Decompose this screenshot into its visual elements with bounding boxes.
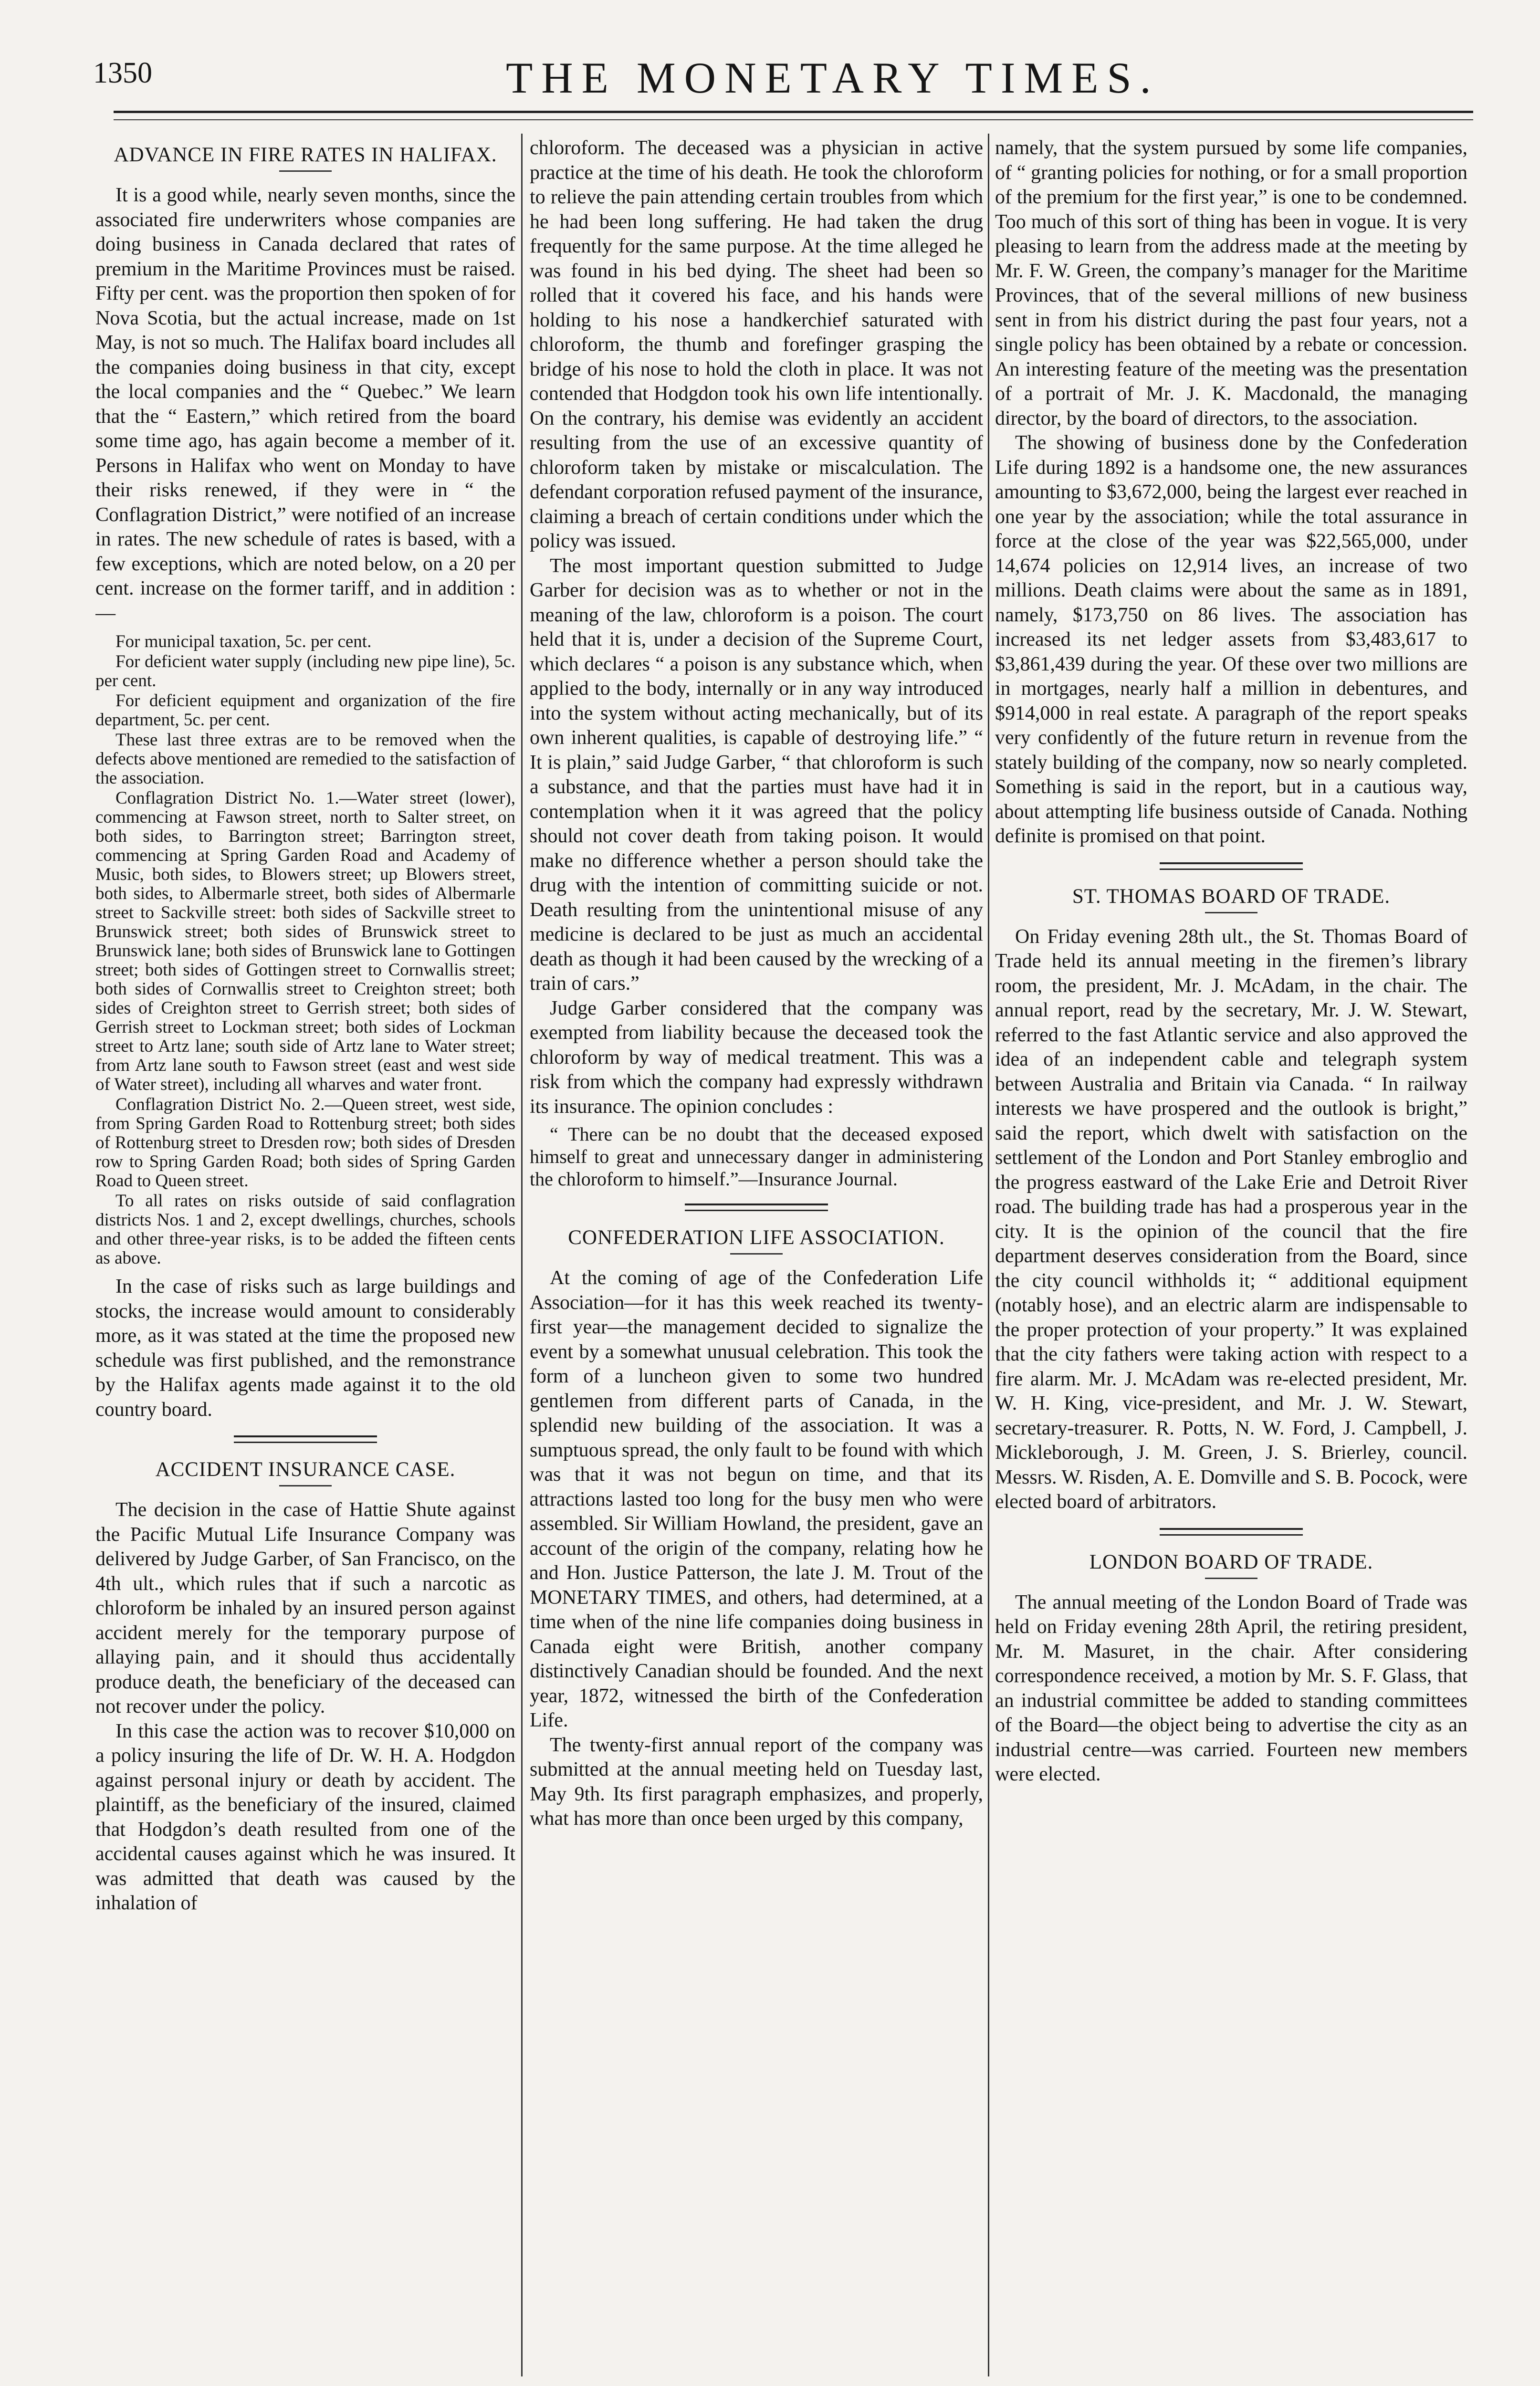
paragraph: Conflagration District No. 1.—Water street (lower), commencing at Fawson street, north to Salter street, on both sides, to Barrington street; Barrington street, commencing at Spring Garden Road and Academy of Music, both sides, to Blowers street; up Blowers street, both sides, to Albermarle street, both sides of Albermarle street to Sackville street: both sides of Sackville street to Brunswick street; both sides of Brunswick street to Brunswick lane; both sides of Brunswick lane to Gottingen street; both sides of Gottingen street to Cornwallis street; both sides of Cornwallis street to Creighton street; both sides of Creighton street to Gerrish street; both sides of Gerrish street to Lockman street; both sides of Lockman street to Artz lane; south side of Artz lane to Water street; from Artz lane south to Fawson street (east and west side of Water street), including all wharves and water front. (95, 788, 515, 1094)
section-divider (234, 1435, 377, 1443)
paragraph: The twenty-first annual report of the company was submitted at the annual meeting held on Tuesday last, May 9th. Its first paragraph emphasizes, and properly, what has more than once been urged by this company, (530, 1734, 983, 1830)
paragraph: At the coming of age of the Confederation Life Association—for it has this week reached its twenty-first year—the management decided to signalize the event by a somewhat unusual celebration. This took the form of a luncheon given to some two hundred gentlemen from different parts of Canada, in the splendid new building of the association. It was a sumptuous spread, the only fault to be found with which was that it was not begun on time, and that its attractions lasted too long for the busy men who were assembled. Sir William Howland, the president, gave an account of the origin of the company, relating how he and Hon. Justice Patterson, the late J. M. Trout of the MONETARY TIMES, and others, had determined, at a time when of the nine life companies doing business in Canada eight were British, another company distinctively Canadian should be founded. And the next year, 1872, witnessed the birth of the Confederation Life. (530, 1267, 983, 1731)
heading-rule (279, 1485, 332, 1486)
paragraph: For municipal taxation, 5c. per cent. (115, 632, 372, 651)
article-heading: ACCIDENT INSURANCE CASE. (155, 1458, 456, 1481)
paragraph: namely, that the system pursued by some life companies, of “ granting policies for nothing, or for a small proportion of the premium for the first year,” is one to be condemned. Too much of this sort of thing has been in vogue. It is very pleasing to learn from the address made at the meeting by Mr. F. W. Green, the company’s manager for the Maritime Provinces, that of the several millions of new business sent in from his district during the past four years, not a single policy has been obtained by a rebate or concession. An interesting feature of the meeting was the presentation of a portrait of Mr. J. K. Macdonald, the managing director, by the board of directors, to the association. (995, 137, 1467, 429)
paragraph: The annual meeting of the London Board of Trade was held on Friday evening 28th April, the retiring president, Mr. M. Masuret, in the chair. After considering correspondence received, a motion by Mr. S. F. Glass, that an industrial committee be added to standing committees of the Board—the object being to advertise the city as an industrial centre—was carried. Fourteen new members were elected. (995, 1591, 1467, 1785)
heading-rule (730, 1253, 783, 1255)
paragraph: Conflagration District No. 2.—Queen street, west side, from Spring Garden Road to Rottenburg street; both sides of Rottenburg street to Dresden row; both sides of Dresden row to Spring Garden Road; both sides of Spring Garden Road to Queen street. (95, 1095, 515, 1191)
paragraph: For deficient water supply (including new pipe line), 5c. per cent. (95, 652, 515, 691)
paragraph: For deficient equipment and organization of the fire department, 5c. per cent. (95, 691, 515, 730)
paragraph: Judge Garber considered that the company was exempted from liability because the deceased took the chloroform by way of medical treatment. This was a risk from which the company had expressly withdrawn its insurance. The opinion concludes : (530, 997, 983, 1118)
article-heading: ADVANCE IN FIRE RATES IN HALIFAX. (114, 144, 497, 166)
masthead-title: THE MONETARY TIMES. (506, 53, 1160, 102)
paragraph: The showing of business done by the Confederation Life during 1892 is a handsome one, the new assurances amounting to $3,672,000, being the largest ever reached in one year by the association; while the total assurance in force at the close of the year was $22,565,000, under 14,674 policies on 12,914 lives, an increase of two millions. Death claims were about the same as in 1891, namely, $173,750 on 86 lives. The association has increased its net ledger assets from $3,483,617 to $3,861,439 during the year. Of these over two millions are in mortgages, nearly half a million in debentures, and $914,000 in real estate. A paragraph of the report speaks very confidently of the future return in revenue from the stately building of the company, now so nearly completed. Something is said in the report, but in a cautious way, about attempting life business outside of Canada. Nothing definite is promised on that point. (995, 432, 1467, 847)
header-rule (114, 111, 1473, 113)
section-divider (685, 1203, 828, 1211)
column-2 (530, 136, 983, 2374)
paragraph: chloroform. The deceased was a physician in active practice at the time of his death. He took the chloroform to relieve the pain attending certain troubles from which he had been long suffering. He had taken the drug frequently for the same purpose. At the time alleged he was found in his bed dying. The sheet had been so rolled that it covered his face, and his hands were holding to his nose a handkerchief saturated with chloroform, the thumb and forefinger grasping the bridge of his nose to hold the cloth in place. It was not contended that Hodgdon took his own life intentionally. On the contrary, his demise was evidently an accident resulting from the use of an excessive quantity of chloroform taken by mistake or miscalculation. The defendant corporation refused payment of the insurance, claiming a breach of certain conditions under which the policy was issued. (530, 137, 983, 552)
column-1 (95, 136, 515, 2374)
column-divider (521, 134, 523, 2376)
article-heading: LONDON BOARD OF TRADE. (1089, 1550, 1373, 1573)
paragraph: To all rates on risks outside of said conflagration districts Nos. 1 and 2, except dwellings, churches, schools and other three-year risks, is to be added the fifteen cents as above. (95, 1191, 515, 1268)
paragraph: These last three extras are to be removed when the defects above mentioned are remedied to the satisfaction of the association. (95, 730, 515, 788)
paragraph: It is a good while, nearly seven months, since the associated fire underwriters whose companies are doing business in Canada declared that rates of premium in the Maritime Provinces must be raised. Fifty per cent. was the proportion then spoken of for Nova Scotia, but the actual increase, made on 1st May, is not so much. The Halifax board includes all the companies doing business in that city, except the local companies and the “ Quebec.” We learn that the “ Eastern,” which retired from the board some time ago, has again become a member of it. Persons in Halifax who went on Monday to have their risks renewed, if they were in “ the Conflagration District,” were notified of an increase in rates. The new schedule of rates is based, with a few exceptions, which are noted below, on a 20 per cent. increase on the former tariff, and in addition :— (95, 184, 515, 624)
paragraph: In this case the action was to recover $10,000 on a policy insuring the life of Dr. W. H. A. Hodgdon against personal injury or death by accident. The plaintiff, as the beneficiary of the insured, claimed that Hodgdon’s death resulted from one of the accidental causes against which he was insured. It was admitted that death was caused by the inhalation of (95, 1720, 515, 1914)
paragraph: The decision in the case of Hattie Shute against the Pacific Mutual Life Insurance Company was delivered by Judge Garber, of San Francisco, on the 4th ult., which rules that if such a narcotic as chloroform be inhaled by an insured person against accident merely for the temporary purpose of allaying pain, and it should thus accidentally produce death, the beneficiary of the deceased can not recover under the policy. (95, 1499, 515, 1717)
section-divider (1160, 862, 1303, 870)
paragraph: On Friday evening 28th ult., the St. Thomas Board of Trade held its annual meeting in the firemen’s library room, the president, Mr. J. McAdam, in the chair. The annual report, read by the secretary, Mr. J. W. Stewart, referred to the fast Atlantic service and also approved the idea of an independent cable and telegraph system between Australia and Britain via Canada. “ In railway interests we have prospered and the outlook is bright,” said the report, which dwelt with satisfaction on the settlement of the London and Port Stanley embroglio and the progress eastward of the Lake Erie and Detroit River road. The building trade has had a prosperous year in the city. It is the opinion of the council that the fire department deserves consideration from the Board, since the city council withholds it; “ additional equipment (notably hose), and an electric alarm are indispensable to the proper protection of your property.” It was explained that the city fathers were taking action with respect to a fire alarm. Mr. J. McAdam was re-elected president, Mr. W. H. King, vice-president, and Mr. J. W. Stewart, secretary-treasurer. R. Potts, N. W. Ford, J. Campbell, J. Mickleborough, J. M. Green, J. S. Brierley, council. Messrs. W. Risden, A. E. Domville and S. B. Pocock, were elected board of arbitrators. (995, 925, 1467, 1513)
column-divider (988, 134, 989, 2376)
column-3 (995, 136, 1467, 2374)
heading-rule (1205, 1578, 1257, 1579)
page-number: 1350 (93, 57, 152, 89)
header-rule-thin (114, 119, 1473, 120)
section-divider (1160, 1528, 1303, 1536)
paragraph: The most important question submitted to Judge Garber for decision was as to whether or not in the meaning of the law, chloroform is a poison. The court held that it is, under a decision of the Supreme Court, which declares “ a poison is any substance which, when applied to the body, internally or in any way introduced into the system without acting mechanically, but of its own inherent qualities, is capable of destroying life.” “ It is plain,” said Judge Garber, “ that chloroform is such a substance, and that the parties must have had it in contemplation when it it was agreed that the policy should not cover death from taking poison. It would make no difference whether a person should take the drug with the intention of committing suicide or not. Death resulting from the unintentional misuse of any medicine is declared to be just as much an accidental death as though it had been caused by the wrecking of a train of cars.” (530, 555, 983, 994)
article-heading: CONFEDERATION LIFE ASSOCIATION. (568, 1226, 945, 1249)
heading-rule (1205, 912, 1257, 913)
paragraph: In the case of risks such as large buildings and stocks, the increase would amount to considerably more, as it was stated at the time the proposed new schedule was first published, and the remonstrance by the Halifax agents made against it to the old country board. (95, 1276, 515, 1421)
quote: “ There can be no doubt that the deceased exposed himself to great and unnecessary danger in administering the chloroform to himself.”—Insurance Journal. (530, 1123, 983, 1190)
article-heading: ST. THOMAS BOARD OF TRADE. (1072, 885, 1391, 908)
heading-rule (279, 170, 332, 172)
